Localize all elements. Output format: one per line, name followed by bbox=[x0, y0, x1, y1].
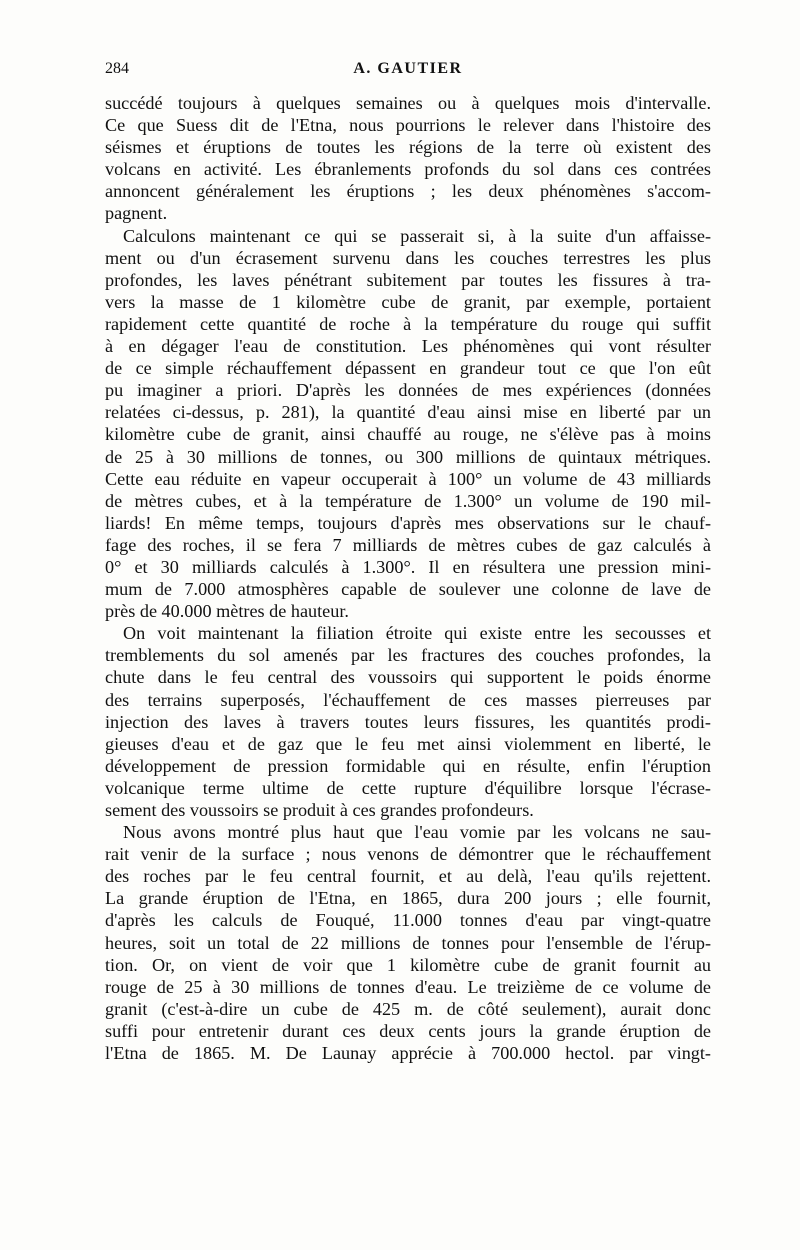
text-line: Calculons maintenant ce qui se passerait si, à la suite d'un affaisse- bbox=[123, 225, 711, 246]
text-line: gieuses d'eau et de gaz que le feu met ainsi violemment en liberté, le bbox=[105, 733, 711, 754]
text-line: injection des laves à travers toutes leurs fissures, les quantités prodi- bbox=[105, 711, 711, 732]
text-line: sement des voussoirs se produit à ces grandes profondeurs. bbox=[105, 800, 534, 820]
text-line: volcanique terme ultime de cette rupture d'équilibre lorsque l'écrase- bbox=[105, 777, 711, 798]
text-line: des terrains superposés, l'échauffement de ces masses pierreuses par bbox=[105, 689, 711, 710]
text-line: On voit maintenant la filiation étroite qui existe entre les secousses et bbox=[123, 623, 711, 644]
body-text bbox=[105, 92, 711, 1064]
text-line: vers la masse de 1 kilomètre cube de granit, par exemple, portaient bbox=[105, 291, 711, 312]
text-line: des roches par le feu central fournit, et au delà, l'eau qu'ils rejettent. bbox=[105, 866, 711, 887]
text-line: rouge de 25 à 30 millions de tonnes d'eau. Le treizième de ce volume de bbox=[105, 976, 711, 997]
text-line: ment ou d'un écrasement survenu dans les couches terrestres les plus bbox=[105, 247, 711, 268]
text-line: près de 40.000 mètres de hauteur. bbox=[105, 601, 349, 622]
text-line: La grande éruption de l'Etna, en 1865, dura 200 jours ; elle fournit, bbox=[105, 888, 711, 909]
text-line: liards! En même temps, toujours d'après mes observations sur le chauf- bbox=[105, 512, 711, 533]
text-line: tremblements du sol amenés par les fractures des couches profondes, la bbox=[105, 645, 711, 666]
text-line: Cette eau réduite en vapeur occuperait à 100° un volume de 43 milliards bbox=[105, 468, 711, 489]
text-line: rait venir de la surface ; nous venons de démontrer que le réchauffement bbox=[105, 844, 711, 865]
text-line: mum de 7.000 atmosphères capable de soulever une colonne de lave de bbox=[105, 579, 711, 600]
text-line: granit (c'est-à-dire un cube de 425 m. de côté seulement), aurait donc bbox=[105, 998, 711, 1019]
page-header bbox=[105, 60, 711, 84]
text-line: de ce simple réchauffement dépassent en grandeur tout ce que l'on eût bbox=[105, 358, 711, 379]
text-line: développement de pression formidable qui en résulte, enfin l'éruption bbox=[105, 755, 711, 776]
text-line: Ce que Suess dit de l'Etna, nous pourrions le relever dans l'histoire des bbox=[105, 115, 711, 136]
text-line: tion. Or, on vient de voir que 1 kilomètre cube de granit fournit au bbox=[105, 954, 711, 975]
text-line: à en dégager l'eau de constitution. Les phénomènes qui vont résulter bbox=[105, 336, 711, 357]
text-line: Nous avons montré plus haut que l'eau vomie par les volcans ne sau- bbox=[123, 822, 711, 843]
running-head: A. GAUTIER bbox=[353, 60, 463, 77]
text-line: relatées ci-dessus, p. 281), la quantité d'eau ainsi mise en liberté par un bbox=[105, 402, 711, 423]
text-line: séismes et éruptions de toutes les régions de la terre où existent des bbox=[105, 137, 711, 158]
text-line: 0° et 30 milliards calculés à 1.300°. Il en résultera une pression mini- bbox=[105, 556, 711, 577]
text-line: fage des roches, il se fera 7 milliards de mètres cubes de gaz calculés à bbox=[105, 534, 711, 555]
text-line: pagnent. bbox=[105, 203, 168, 224]
text-line: pu imaginer a priori. D'après les données de mes expériences (données bbox=[105, 380, 711, 401]
text-line: d'après les calculs de Fouqué, 11.000 tonnes d'eau par vingt-quatre bbox=[105, 910, 711, 931]
text-line: de 25 à 30 millions de tonnes, ou 300 millions de quintaux métriques. bbox=[105, 446, 711, 467]
text-line: kilomètre cube de granit, ainsi chauffé au rouge, ne s'élève pas à moins bbox=[105, 424, 711, 445]
text-line: heures, soit un total de 22 millions de tonnes pour l'ensemble de l'érup- bbox=[105, 932, 711, 953]
text-line: annoncent généralement les éruptions ; les deux phénomènes s'accom- bbox=[105, 181, 711, 202]
text-line: succédé toujours à quelques semaines ou à quelques mois d'intervalle. bbox=[105, 93, 711, 113]
text-line: chute dans le feu central des voussoirs qui supportent le poids énorme bbox=[105, 667, 711, 688]
text-line: profondes, les laves pénétrant subitement par toutes les fissures à tra- bbox=[105, 269, 711, 290]
text-line: volcans en activité. Les ébranlements profonds du sol dans ces contrées bbox=[105, 159, 711, 180]
text-line: de mètres cubes, et à la température de 1.300° un volume de 190 mil- bbox=[105, 490, 711, 511]
text-line: l'Etna de 1865. M. De Launay apprécie à 700.000 hectol. par vingt- bbox=[105, 1043, 711, 1064]
text-line: rapidement cette quantité de roche à la température du rouge qui suffit bbox=[105, 313, 711, 334]
text-line: suffi pour entretenir durant ces deux cents jours la grande éruption de bbox=[105, 1020, 711, 1041]
page-number: 284 bbox=[105, 60, 129, 77]
